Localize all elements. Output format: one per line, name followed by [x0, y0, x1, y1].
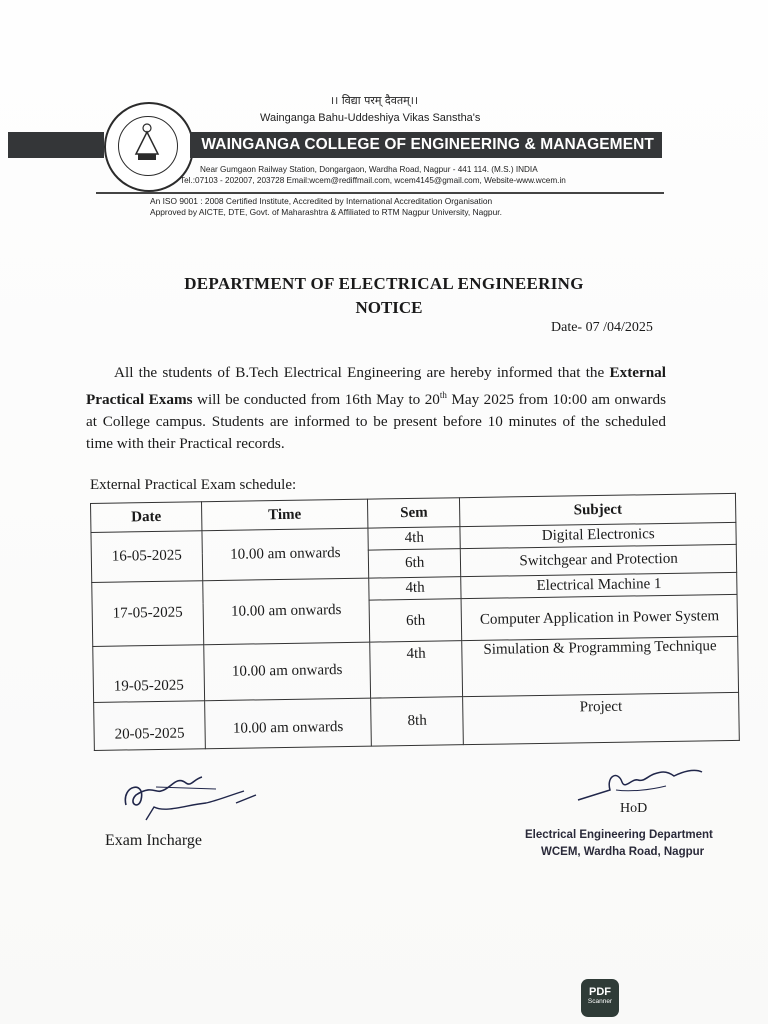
accred-line-1: An ISO 9001 : 2008 Certified Institute, Accredited by International Accreditation Organisation	[150, 196, 493, 206]
header-date: Date	[91, 502, 202, 533]
schedule-table	[90, 493, 740, 751]
notice-date: Date- 07 /04/2025	[551, 320, 653, 335]
row-sem: 6th	[368, 549, 461, 578]
row-time: 10.00 am onwards	[204, 642, 371, 701]
header-sem: Sem	[368, 498, 461, 528]
header-divider	[96, 192, 664, 194]
notice-title: NOTICE	[355, 298, 423, 317]
body-part-2: will be conducted from 16th May to 20	[192, 391, 440, 409]
row-date: 19-05-2025	[93, 645, 205, 703]
row-subject: Digital Electronics	[460, 522, 736, 548]
row-time: 10.00 am onwards	[205, 698, 372, 749]
row-time: 10.00 am onwards	[203, 578, 370, 645]
body-part-1: All the students of B.Tech Electrical Engineering are hereby informed that the	[114, 364, 610, 381]
address-line-1: Near Gumgaon Railway Station, Dongargaon, Wardha Road, Nagpur - 441 114. (M.S.) INDIA	[200, 165, 538, 174]
header-subject: Subject	[460, 493, 736, 526]
address-line-2: Tel.:07103 - 202007, 203728 Email:wcem@rediffmail.com, wcem4145@gmail.com, Website-www.wcem.in	[180, 176, 566, 185]
notice-body	[86, 362, 666, 455]
stamp-line-2: WCEM, Wardha Road, Nagpur	[541, 846, 705, 858]
accreditation	[150, 196, 670, 218]
body-bold: External Practical Exams	[86, 364, 666, 409]
row-subject: Computer Application in Power System	[461, 594, 737, 640]
department-stamp	[525, 827, 765, 861]
row-sem: 4th	[370, 641, 463, 698]
table-row	[93, 636, 739, 702]
row-date: 20-05-2025	[94, 701, 206, 751]
row-time: 10.00 am onwards	[202, 528, 369, 581]
table-row	[94, 692, 740, 750]
exam-incharge-label: Exam Incharge	[105, 832, 202, 849]
banner-left-bar	[8, 132, 104, 158]
exam-incharge-signature	[116, 765, 266, 825]
row-sem: 4th	[369, 577, 462, 600]
department-title: DEPARTMENT OF ELECTRICAL ENGINEERING	[184, 274, 584, 293]
body-sup: th	[439, 390, 447, 400]
stamp-line-1: Electrical Engineering Department	[525, 829, 713, 841]
badge-line-2: Scanner	[587, 998, 613, 1005]
pdf-scanner-logo-icon	[581, 979, 619, 1017]
row-date: 16-05-2025	[91, 531, 203, 583]
row-sem: 4th	[368, 527, 461, 550]
letterhead	[100, 88, 660, 248]
row-subject: Project	[463, 692, 739, 744]
college-name-banner: WAINGANGA COLLEGE OF ENGINEERING & MANAGEMENT	[190, 132, 662, 158]
row-subject: Electrical Machine 1	[461, 572, 737, 598]
motto: ।। विद्या परम् दैवतम्।।	[330, 94, 419, 107]
hod-label: HoD	[620, 801, 648, 816]
header-time: Time	[201, 499, 368, 531]
schedule-label: External Practical Exam schedule:	[90, 477, 297, 493]
row-subject: Simulation & Programming Technique	[462, 636, 738, 696]
row-subject: Switchgear and Protection	[461, 544, 737, 576]
college-address	[180, 164, 660, 186]
sanstha-name: Wainganga Bahu-Uddeshiya Vikas Sanstha's	[260, 112, 481, 124]
accred-line-2: Approved by AICTE, DTE, Govt. of Maharashtra & Affiliated to RTM Nagpur University, Nagpur.	[150, 207, 502, 217]
row-sem: 8th	[371, 697, 464, 746]
row-sem: 6th	[369, 599, 462, 642]
badge-line-1: PDF	[589, 986, 611, 998]
row-date: 17-05-2025	[92, 581, 204, 647]
body-part-3: May 2025 from 10:00 am onwards at College campus. Students are informed to be present before 10 minutes of the scheduled time with their Practical records.	[86, 391, 666, 453]
